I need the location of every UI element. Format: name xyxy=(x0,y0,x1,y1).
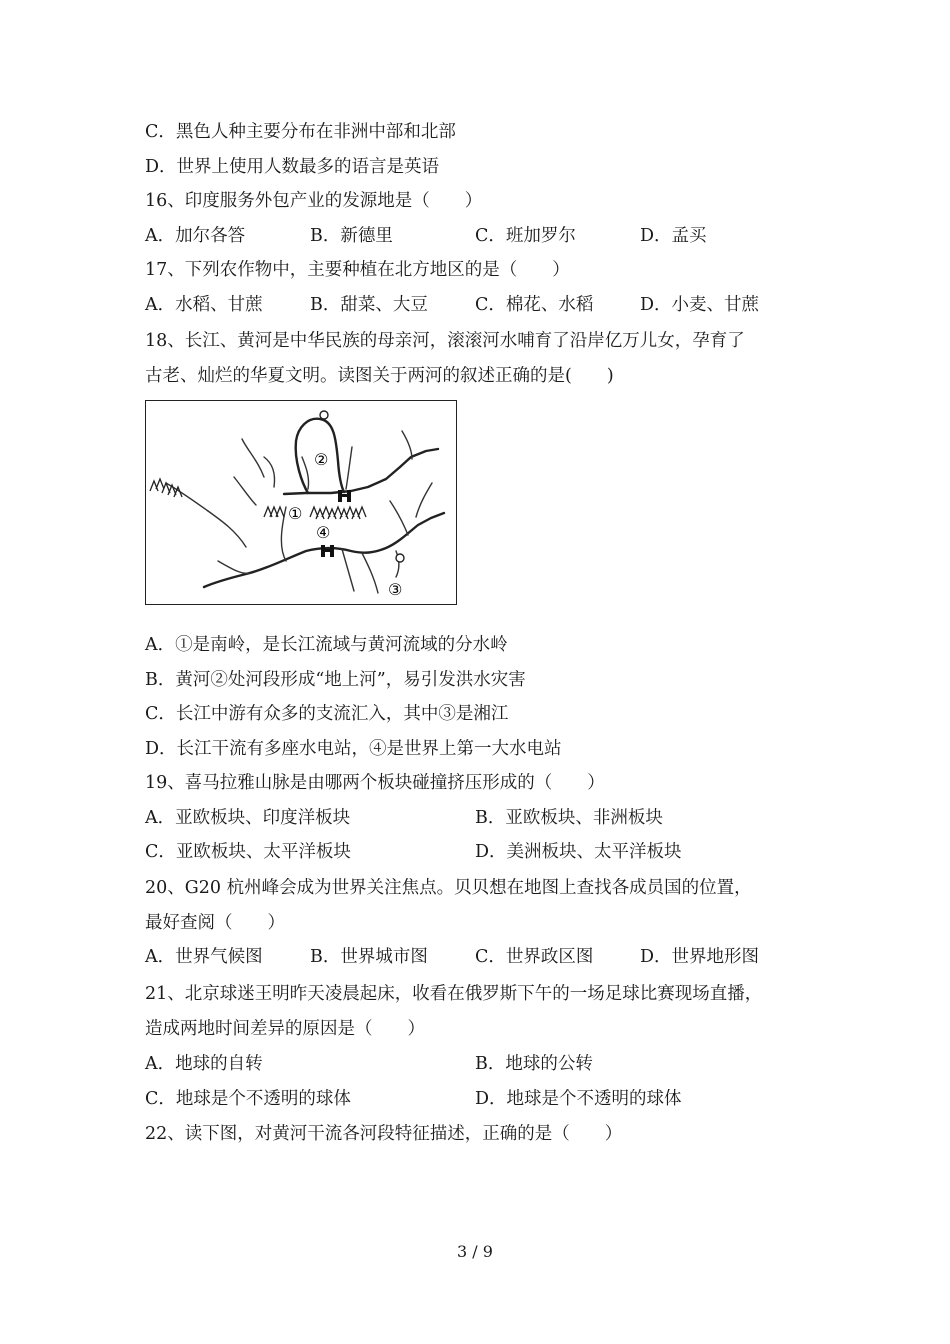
q21-option-d: D．地球是个不透明的球体 xyxy=(475,1089,682,1109)
q22-stem: 22、读下图，对黄河干流各河段特征描述，正确的是（ ） xyxy=(145,1124,623,1144)
source-circle xyxy=(320,411,328,419)
q20-stem-line1: 20、G20 杭州峰会成为世界关注焦点。贝贝想在地图上查找各成员国的位置， xyxy=(145,878,752,898)
q18-option-d: D．长江干流有多座水电站，④是世界上第一大水电站 xyxy=(145,739,562,759)
q21-stem-line1: 21、北京球迷王明昨天凌晨起床，收看在俄罗斯下午的一场足球比赛现场直播， xyxy=(145,984,763,1004)
q21-option-c: C．地球是个不透明的球体 xyxy=(145,1089,351,1109)
lake-circle xyxy=(396,554,404,562)
rivers-map xyxy=(145,400,457,605)
q21-option-b: B．地球的公转 xyxy=(475,1054,593,1074)
map-label-4: ④ xyxy=(316,523,331,542)
q15-option-d: D．世界上使用人数最多的语言是英语 xyxy=(145,157,440,177)
mountain-icon xyxy=(150,479,182,497)
mountain-icon xyxy=(310,507,366,519)
tributary-line xyxy=(208,511,246,547)
q20-option-c: C．世界政区图 xyxy=(475,947,594,967)
tributary-line xyxy=(390,501,408,535)
map-label-2: ② xyxy=(314,450,329,469)
q18-option-c: C．长江中游有众多的支流汇入，其中③是湘江 xyxy=(145,704,509,724)
q18-stem-line2: 古老、灿烂的华夏文明。读图关于两河的叙述正确的是( ) xyxy=(145,366,614,386)
tributary-line xyxy=(342,549,354,591)
map-label-1: ① xyxy=(288,504,303,523)
tributary-line xyxy=(242,439,264,477)
q17-option-d: D．小麦、甘蔗 xyxy=(640,295,760,315)
q17-option-c: C．棉花、水稻 xyxy=(475,295,594,315)
tributary-line xyxy=(402,431,412,459)
q20-stem-line2: 最好查阅（ ） xyxy=(145,913,285,933)
q16-option-b: B．新德里 xyxy=(310,226,393,246)
q21-option-a: A．地球的自转 xyxy=(145,1054,263,1074)
q21-stem-line2: 造成两地时间差异的原因是（ ） xyxy=(145,1019,425,1039)
rivers-map-drawing xyxy=(146,401,455,603)
q20-option-b: B．世界城市图 xyxy=(310,947,428,967)
q20-option-a: A．世界气候图 xyxy=(145,947,263,967)
q19-option-c: C．亚欧板块、太平洋板块 xyxy=(145,842,351,862)
tributary-line xyxy=(264,457,275,487)
mountain-icon xyxy=(264,507,284,517)
q17-option-a: A．水稻、甘蔗 xyxy=(145,295,263,315)
page-number: 3 / 9 xyxy=(457,1242,493,1261)
tributary-line xyxy=(346,447,352,489)
dam-icon xyxy=(321,545,334,557)
q16-stem: 16、印度服务外包产业的发源地是（ ） xyxy=(145,191,483,211)
q17-stem: 17、下列农作物中，主要种植在北方地区的是（ ） xyxy=(145,260,570,280)
q16-option-c: C．班加罗尔 xyxy=(475,226,576,246)
q18-stem-line1: 18、长江、黄河是中华民族的母亲河，滚滚河水哺育了沿岸亿万儿女，孕育了 xyxy=(145,331,745,351)
q19-option-b: B．亚欧板块、非洲板块 xyxy=(475,808,663,828)
map-label-3: ③ xyxy=(388,580,403,599)
q19-option-a: A．亚欧板块、印度洋板块 xyxy=(145,808,351,828)
q15-option-c: C．黑色人种主要分布在非洲中部和北部 xyxy=(145,122,456,142)
tributary-line xyxy=(234,477,256,505)
q18-option-a: A．①是南岭，是长江流域与黄河流域的分水岭 xyxy=(145,635,508,655)
tributary-line xyxy=(218,561,250,573)
q20-option-d: D．世界地形图 xyxy=(640,947,760,967)
q16-option-d: D．孟买 xyxy=(640,226,707,246)
tributary-line xyxy=(416,483,432,517)
q18-option-b: B．黄河②处河段形成“地上河”，易引发洪水灾害 xyxy=(145,670,526,690)
tributary-line xyxy=(362,553,378,593)
q16-option-a: A．加尔各答 xyxy=(145,226,246,246)
q19-option-d: D．美洲板块、太平洋板块 xyxy=(475,842,682,862)
q19-stem: 19、喜马拉雅山脉是由哪两个板块碰撞挤压形成的（ ） xyxy=(145,773,605,793)
q17-option-b: B．甜菜、大豆 xyxy=(310,295,428,315)
